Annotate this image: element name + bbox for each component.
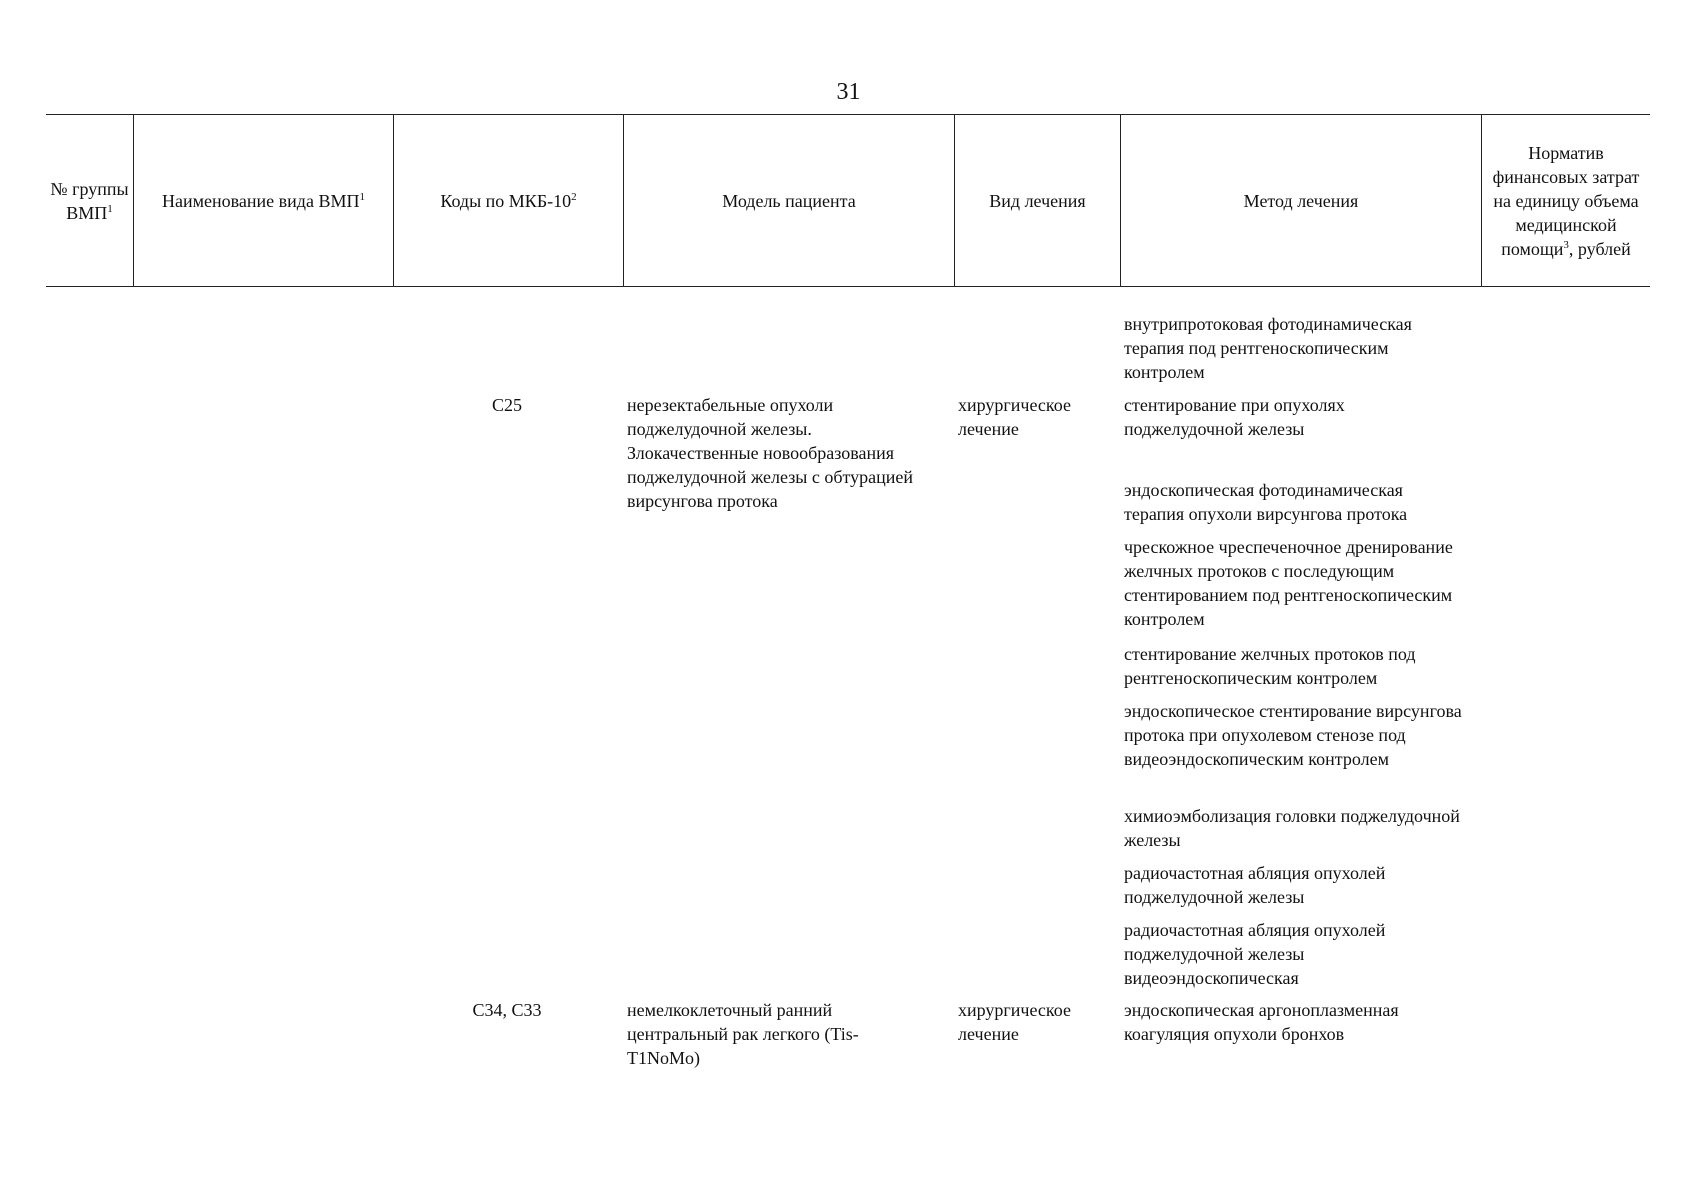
header-patient-model: Модель пациента — [623, 115, 954, 286]
table-header — [46, 114, 1650, 287]
treatment-type-c25: хирургическое лечение — [958, 395, 1071, 439]
treatment-type-c34: хирургическое лечение — [958, 1000, 1071, 1044]
header-treatment-type: Вид лечения — [954, 115, 1120, 286]
method-item: радиочастотная абляция опухолей поджелудочной железы — [1124, 863, 1386, 907]
method-item: чрескожное чреспеченочное дренирование желчных протоков с последующим стентированием под рентгеноскопическим контролем — [1124, 537, 1453, 629]
header-treatment-method: Метод лечения — [1120, 115, 1481, 286]
method-item: химиоэмболизация головки поджелудочной железы — [1124, 806, 1460, 850]
header-financial-norm: Норматив финансовых затрат на единицу объема медицинской помощи$^3$, рублей — [1481, 115, 1650, 286]
header-icd-codes: Коды по МКБ-$10^2$ — [393, 115, 623, 286]
header-group-number: № группы ВМП$^1$ — [50, 178, 129, 223]
method-item: эндоскопическое стентирование вирсунгова протока при опухолевом стенозе под видеоэндоскопическим контролем — [1124, 701, 1462, 769]
method-argon-plasma: эндоскопическая аргоноплазменная коагуляция опухоли бронхов — [1124, 1000, 1399, 1044]
patient-model-c34: немелкоклеточный ранний центральный рак легкого (Tis-T1NoMo) — [627, 1000, 859, 1068]
patient-model-c25: нерезектабельные опухоли поджелудочной железы. Злокачественные новообразования поджелудочной железы с обтурацией вирсунгова протока — [627, 395, 914, 511]
method-item: стентирование при опухолях поджелудочной железы — [1124, 395, 1345, 439]
header-vmp-name: Наименование вида ВМП$^1$ — [133, 115, 393, 286]
method-item: радиочастотная абляция опухолей поджелудочной железы видеоэндоскопическая — [1124, 920, 1386, 988]
icd-code-c25: C25 — [491, 395, 522, 415]
method-item: эндоскопическая фотодинамическая терапия опухоли вирсунгова протока — [1124, 480, 1408, 524]
icd-code-c34-c33: C34, C33 — [472, 1000, 542, 1020]
page-number: 31 — [836, 79, 861, 105]
method-item: стентирование желчных протоков под рентгеноскопическим контролем — [1124, 644, 1416, 688]
method-intraductal-pdt: внутрипротоковая фотодинамическая терапия под рентгеноскопическим контролем — [1124, 314, 1412, 382]
